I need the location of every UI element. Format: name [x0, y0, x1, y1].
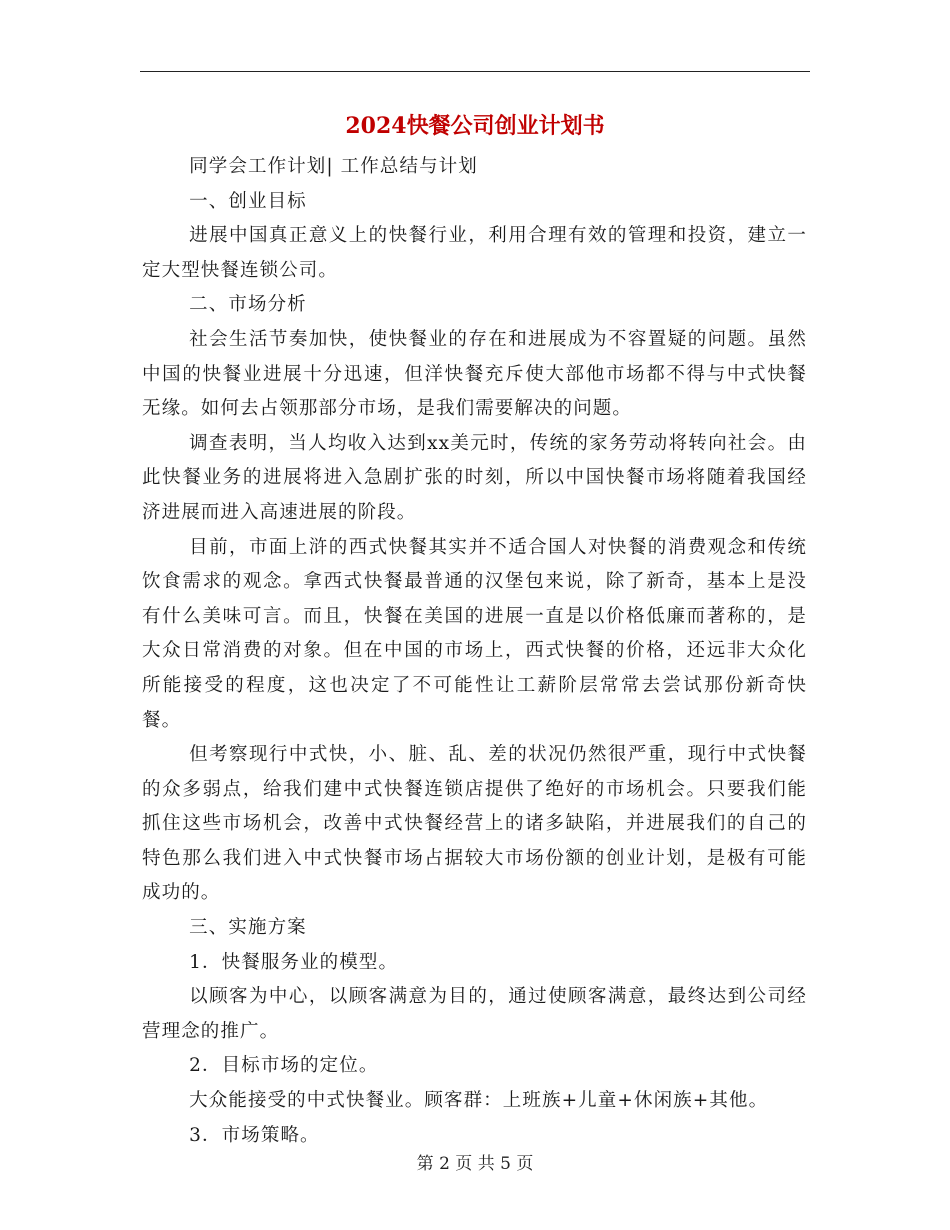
paragraph: 大众能接受的中式快餐业。顾客群：上班族+儿童+休闲族+其他。 — [189, 1090, 769, 1112]
paragraph: 但考察现行中式快，小、脏、乱、差的状况仍然很严重，现行中式快餐的众多弱点，给我们建中式快餐连锁店提供了绝好的市场机会。只要我们能抓住这些市场机会，改善中式快餐经营上的诸多缺陷，并进展我们的自己的特色那么我们进入中式快餐市场占据较大市场份额的创业计划，是极有可能成功的。 — [142, 744, 807, 904]
paragraph: 调查表明，当人均收入达到xx美元时，传统的家务劳动将转向社会。由此快餐业务的进展将进入急剧扩张的时刻，所以中国快餐市场将随着我国经济进展而进入高速进展的阶段。 — [142, 432, 807, 523]
paragraph-subtitle: 同学会工作计划| 工作总结与计划 — [189, 156, 478, 177]
paragraph: 目前，市面上浒的西式快餐其实并不适合国人对快餐的消费观念和传统饮食需求的观念。拿西式快餐最普通的汉堡包来说，除了新奇，基本上是没有什么美味可言。而且，快餐在美国的进展一直是以价格低廉而著称的，是大众日常消费的对象。但在中国的市场上，西式快餐的价格，还远非大众化所能接受的程度，这也决定了不可能性让工薪阶层常常去尝试那份新奇快餐。 — [142, 536, 807, 731]
section-heading-market: 二、市场分析 — [189, 294, 307, 316]
paragraph: 进展中国真正意义上的快餐行业，利用合理有效的管理和投资，建立一定大型快餐连锁公司。 — [142, 225, 807, 281]
subheading: 3．市场策略。 — [189, 1124, 320, 1146]
header-rule — [140, 71, 810, 72]
subheading: 2．目标市场的定位。 — [189, 1055, 379, 1077]
paragraph: 社会生活节奏加快，使快餐业的存在和进展成为不容置疑的问题。虽然中国的快餐业进展十分迅速，但洋快餐充斥使大部他市场都不得与中式快餐无缘。如何去占领那部分市场，是我们需要解决的问题。 — [142, 328, 807, 420]
paragraph: 以顾客为中心，以顾客满意为目的，通过使顾客满意，最终达到公司经营理念的推广。 — [142, 986, 807, 1042]
section-heading-plan: 三、实施方案 — [189, 917, 307, 939]
document-body — [142, 150, 807, 1153]
document-title: 2024快餐公司创业计划书 — [345, 113, 605, 139]
section-heading-goals: 一、创业目标 — [189, 190, 307, 212]
page-number: 第 2 页 共 5 页 — [416, 1154, 534, 1174]
subheading: 1．快餐服务业的模型。 — [189, 951, 399, 973]
